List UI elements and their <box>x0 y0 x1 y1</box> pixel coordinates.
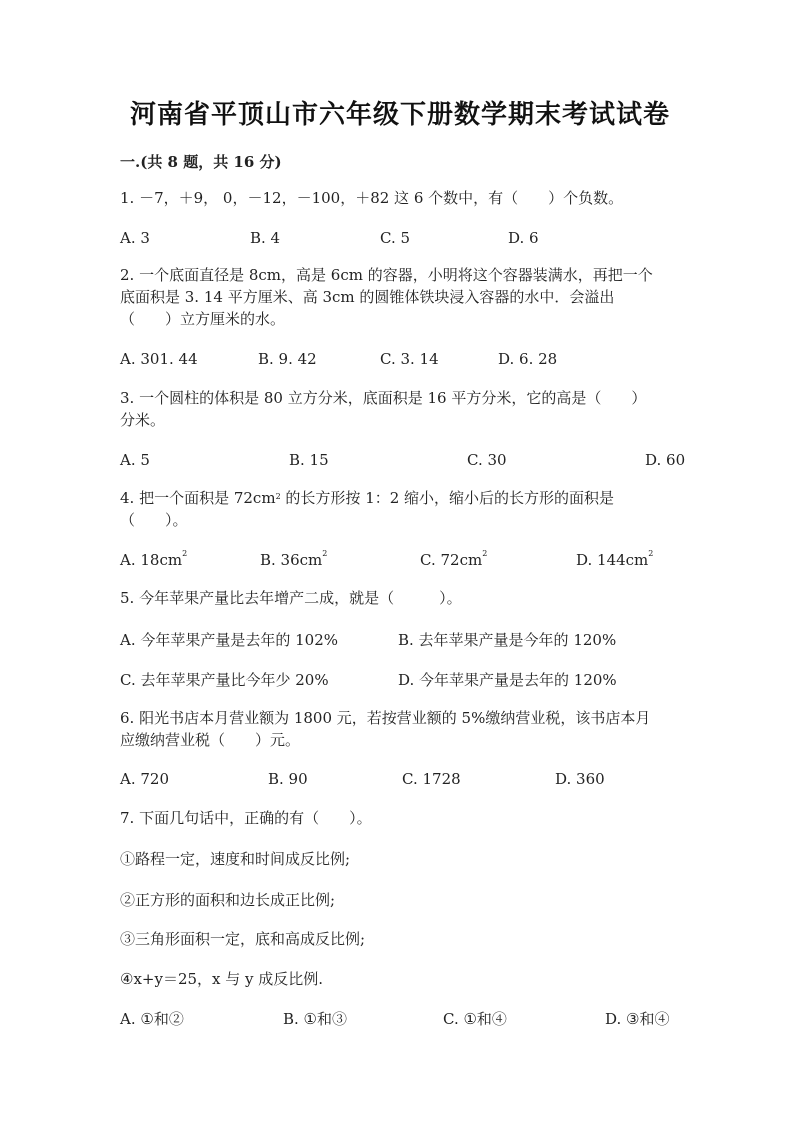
question-4-line-1 <box>120 488 614 509</box>
q4-option-d-label: D. 144cm <box>576 551 649 569</box>
q7-statement-2: ②正方形的面积和边长成正比例; <box>120 891 336 909</box>
q4-option-d-sup: 2 <box>648 549 654 558</box>
q4-option-d[interactable] <box>576 551 653 569</box>
q7-option-d[interactable]: D. ③和④ <box>605 1010 670 1028</box>
q5-option-c[interactable]: C. 去年苹果产量比今年少 20% <box>120 671 329 689</box>
q1-option-b[interactable]: B. 4 <box>250 229 281 247</box>
q3-option-b[interactable]: B. 15 <box>289 451 329 469</box>
q4-option-b-sup: 2 <box>322 549 328 558</box>
q4-option-a-label: A. 18cm <box>120 551 183 569</box>
q7-option-a[interactable]: A. ①和② <box>120 1010 184 1028</box>
q5-option-d[interactable]: D. 今年苹果产量是去年的 120% <box>398 671 617 689</box>
q4-option-c-sup: 2 <box>482 549 488 558</box>
q5-option-a[interactable]: A. 今年苹果产量是去年的 102% <box>120 631 339 649</box>
q4-superscript: 2 <box>275 492 281 501</box>
question-7-text: 7. 下面几句话中，正确的有（ ）。 <box>120 809 372 827</box>
q1-option-d[interactable]: D. 6 <box>508 229 539 247</box>
q1-option-c[interactable]: C. 5 <box>380 229 411 247</box>
question-3-line-1: 3. 一个圆柱的体积是 80 立方分米，底面积是 16 平方分米，它的高是（ ） <box>120 389 647 407</box>
question-6-line-2: 应缴纳营业税（ ）元。 <box>120 731 301 749</box>
q4-option-c-label: C. 72cm <box>420 551 483 569</box>
question-2-line-1: 2. 一个底面直径是 8cm，高是 6cm 的容器，小明将这个容器装满水，再把一个 <box>120 266 653 284</box>
q6-option-b[interactable]: B. 90 <box>268 770 308 788</box>
q6-option-d[interactable]: D. 360 <box>555 770 605 788</box>
q6-option-c[interactable]: C. 1728 <box>402 770 461 788</box>
q2-option-b[interactable]: B. 9. 42 <box>258 350 317 368</box>
q4-option-c[interactable] <box>420 551 487 569</box>
q4-option-a[interactable] <box>120 551 187 569</box>
question-4-line-2: （ ）。 <box>120 511 188 529</box>
question-2-line-3: （ ）立方厘米的水。 <box>120 310 286 328</box>
q5-option-b[interactable]: B. 去年苹果产量是今年的 120% <box>398 631 617 649</box>
q3-option-d[interactable]: D. 60 <box>645 451 686 469</box>
q7-statement-1: ①路程一定，速度和时间成反比例; <box>120 850 351 868</box>
q7-option-c[interactable]: C. ①和④ <box>443 1010 507 1028</box>
q7-statement-3: ③三角形面积一定，底和高成反比例; <box>120 930 366 948</box>
question-2-line-2: 底面积是 3. 14 平方厘米、高 3cm 的圆锥体铁块浸入容器的水中．会溢出 <box>120 288 615 306</box>
q4-option-b[interactable] <box>260 551 327 569</box>
q2-option-a[interactable]: A. 301. 44 <box>120 350 198 368</box>
q7-statement-4: ④x+y＝25，x 与 y 成反比例. <box>120 970 324 988</box>
question-5-text: 5. 今年苹果产量比去年增产二成，就是（ ）。 <box>120 589 462 607</box>
question-3-line-2: 分米。 <box>120 411 166 429</box>
q2-option-c[interactable]: C. 3. 14 <box>380 350 439 368</box>
q1-option-a[interactable]: A. 3 <box>120 229 150 247</box>
q4-text-pre: 4. 把一个面积是 72cm <box>120 489 276 507</box>
q3-option-c[interactable]: C. 30 <box>467 451 507 469</box>
page-title: 河南省平顶山市六年级下册数学期末考试试卷 <box>129 100 670 130</box>
q6-option-a[interactable]: A. 720 <box>120 770 169 788</box>
question-1-text: 1. －7，＋9， 0，－12，－100，＋82 这 6 个数中，有（ ）个负数。 <box>120 189 624 207</box>
q2-option-d[interactable]: D. 6. 28 <box>498 350 558 368</box>
q7-option-b[interactable]: B. ①和③ <box>283 1010 348 1028</box>
section-heading: 一.(共 8 题，共 16 分) <box>120 153 282 171</box>
q3-option-a[interactable]: A. 5 <box>120 451 150 469</box>
q4-option-b-label: B. 36cm <box>260 551 323 569</box>
q4-text-post: 的长方形按 1：2 缩小，缩小后的长方形的面积是 <box>280 489 615 507</box>
q4-option-a-sup: 2 <box>182 549 188 558</box>
question-6-line-1: 6. 阳光书店本月营业额为 1800 元，若按营业额的 5%缴纳营业税，该书店本月 <box>120 709 651 727</box>
